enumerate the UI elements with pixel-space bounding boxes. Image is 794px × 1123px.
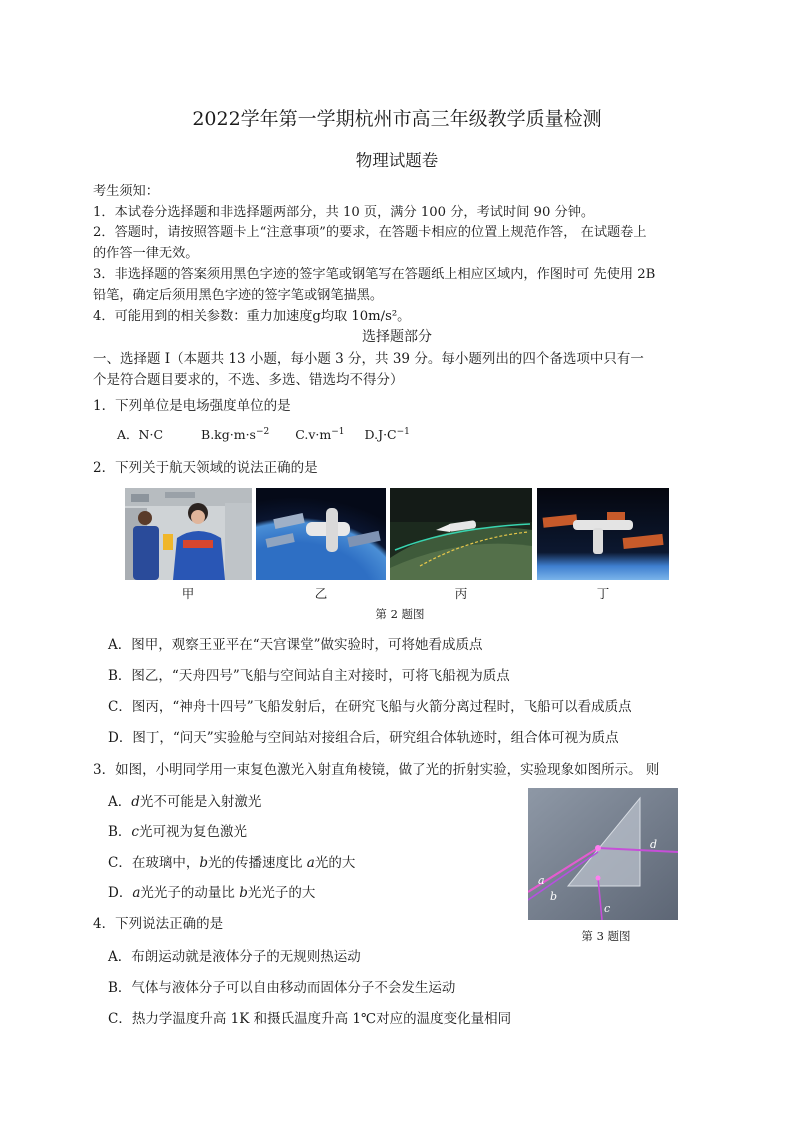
notice-heading: 考生须知： bbox=[93, 184, 159, 199]
q1-option-c: C.v·m bbox=[295, 427, 332, 442]
q2-option-b: B．图乙，“天舟四号”飞船与空间站自主对接时，可将飞船视为质点 bbox=[108, 668, 510, 684]
exam-title: 2022学年第一学期杭州市高三年级教学质量检测 bbox=[192, 108, 602, 130]
q1-option-d-exp: −1 bbox=[396, 426, 410, 437]
notice-item-4: 4．可能用到的相关参数：重力加速度g均取 10m/s²。 bbox=[93, 309, 411, 324]
q3-option-c: C．在玻璃中，b光的传播速度比 a光的大 bbox=[108, 855, 356, 871]
exam-subtitle: 物理试题卷 bbox=[355, 151, 439, 170]
q1-option-d: D.J·C bbox=[364, 427, 397, 442]
q2-label-yi: 乙 bbox=[314, 586, 328, 601]
section-intro-1: 一、选择题 Ⅰ（本题共 13 小题，每小题 3 分，共 39 分。每小题列出的四个备选项中只有一 bbox=[93, 351, 644, 367]
q2-label-jia: 甲 bbox=[181, 586, 195, 601]
q2-photo-jia bbox=[125, 488, 252, 580]
q3-letter-d: d bbox=[650, 838, 658, 851]
notice-item-2: 2．答题时，请按照答题卡上“注意事项”的要求，在答题卡相应的位置上规范作答， 在试题卷上 bbox=[93, 225, 647, 240]
q4-option-a: A．布朗运动就是液体分子的无规则热运动 bbox=[108, 949, 361, 965]
q3-prism-photo bbox=[528, 788, 678, 920]
section-intro-2: 个是符合题目要求的，不选、多选、错选均不得分） bbox=[93, 372, 404, 388]
q3-option-b: B．c光可视为复色激光 bbox=[108, 824, 247, 840]
q1-options bbox=[117, 425, 410, 443]
q4-option-b: B．气体与液体分子可以自由移动而固体分子不会发生运动 bbox=[108, 980, 456, 996]
notice-item-3-cont: 铅笔，确定后须用黑色字迹的签字笔或钢笔描黑。 bbox=[93, 288, 384, 303]
q1-option-c-exp: −1 bbox=[331, 426, 345, 437]
q2-stem: 2．下列关于航天领域的说法正确的是 bbox=[93, 460, 318, 476]
q2-caption: 第 2 题图 bbox=[375, 607, 425, 621]
q2-option-c: C．图丙，“神舟十四号”飞船发射后，在研究飞船与火箭分离过程时，飞船可以看成质点 bbox=[108, 699, 632, 715]
q2-option-d: D．图丁，“问天”实验舱与空间站对接组合后，研究组合体轨迹时，组合体可视为质点 bbox=[108, 730, 619, 746]
section-title: 选择题部分 bbox=[362, 329, 432, 345]
notice-item-1: 1．本试卷分选择题和非选择题两部分，共 10 页，满分 100 分，考试时间 90 分钟。 bbox=[93, 205, 595, 220]
q2-option-a: A．图甲，观察王亚平在“天宫课堂”做实验时，可将她看成质点 bbox=[108, 637, 483, 653]
q2-photo-bing bbox=[390, 488, 532, 580]
q3-option-d: D．a光光子的动量比 b光光子的大 bbox=[108, 885, 316, 901]
q2-photo-ding bbox=[537, 488, 669, 580]
q1-option-a: A．N·C bbox=[117, 427, 164, 442]
q4-option-c: C．热力学温度升高 1K 和摄氏温度升高 1℃对应的温度变化量相同 bbox=[108, 1011, 512, 1027]
notice-item-3: 3．非选择题的答案须用黑色字迹的签字笔或钢笔写在答题纸上相应区域内，作图时可 先使用 2B bbox=[93, 267, 656, 282]
q1-option-b-exp: −2 bbox=[255, 426, 270, 437]
q2-label-ding: 丁 bbox=[596, 586, 610, 601]
q3-letter-c: c bbox=[604, 902, 611, 915]
q3-option-a: A．d光不可能是入射激光 bbox=[108, 794, 262, 810]
q1-option-b: B.kg·m·s bbox=[201, 427, 256, 442]
q3-letter-a: a bbox=[538, 874, 545, 887]
q1-stem: 1．下列单位是电场强度单位的是 bbox=[93, 398, 291, 414]
q2-photo-yi bbox=[256, 488, 386, 580]
q4-stem: 4．下列说法正确的是 bbox=[93, 916, 224, 932]
notice-item-2-cont: 的作答一律无效。 bbox=[93, 246, 199, 261]
q3-letter-b: b bbox=[550, 890, 558, 903]
q3-stem: 3．如图，小明同学用一束复色激光入射直角棱镜，做了光的折射实验，实验现象如图所示。 则 bbox=[93, 762, 660, 778]
q3-caption: 第 3 题图 bbox=[581, 929, 631, 943]
q2-label-bing: 丙 bbox=[454, 586, 468, 601]
